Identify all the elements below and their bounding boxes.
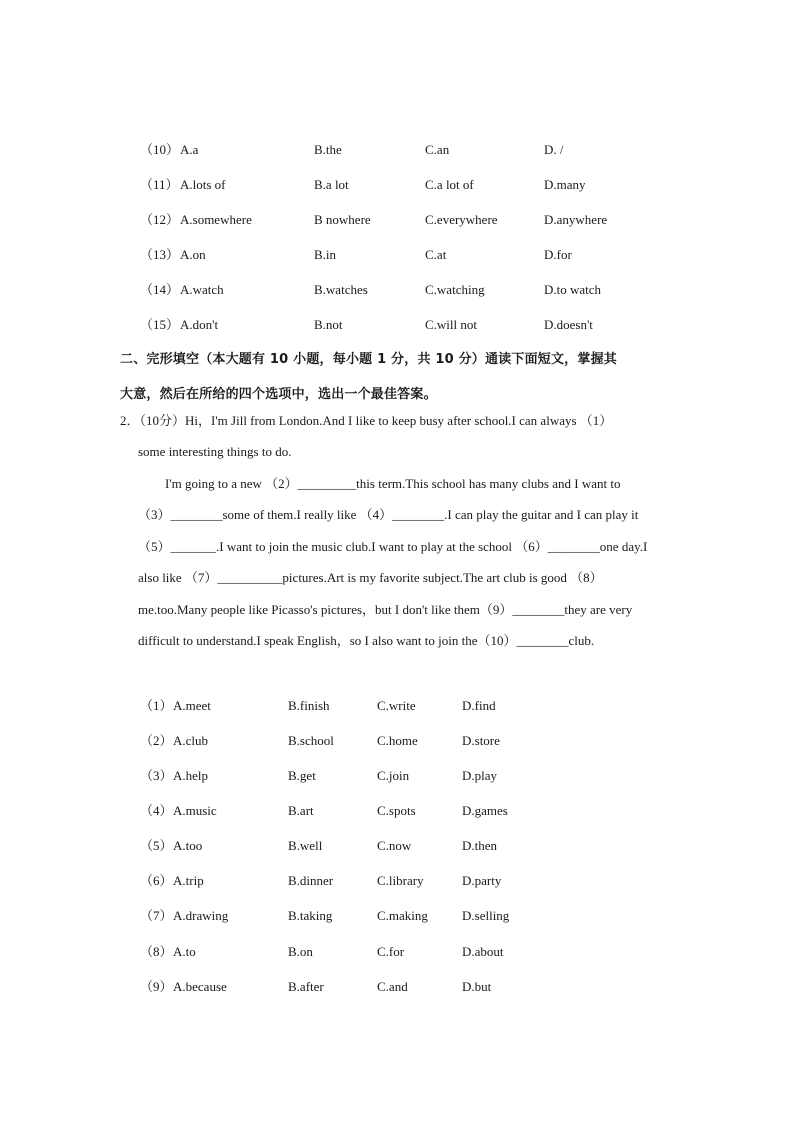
passage-line: difficult to understand.I speak English，so I also want to join the（10）________club. <box>138 633 595 648</box>
question-number: （8） <box>140 944 173 959</box>
question-number: （10） <box>140 142 180 157</box>
question-number: （15） <box>140 317 180 332</box>
option-a: A.on <box>180 247 206 262</box>
option-d: D.to watch <box>544 282 602 297</box>
option-a: A.music <box>173 803 217 818</box>
passage-line: some interesting things to do. <box>138 444 292 459</box>
option-b: B.school <box>288 733 334 748</box>
option-c: C.now <box>377 838 412 853</box>
option-c: C.will not <box>425 317 478 332</box>
option-d: D.doesn't <box>544 317 593 332</box>
option-b: B.not <box>314 317 343 332</box>
option-d: D.but <box>462 979 492 994</box>
question-number: （9） <box>140 979 173 994</box>
option-b: B.the <box>314 142 342 157</box>
option-c: C.library <box>377 873 424 888</box>
option-a: A.trip <box>173 873 204 888</box>
option-d: D. / <box>544 142 564 157</box>
option-a: A.help <box>173 768 209 783</box>
option-b: B nowhere <box>314 212 371 227</box>
option-c: C.for <box>377 944 405 959</box>
passage-line: （3）________some of them.I really like （4）________.I can play the guitar and I can play it <box>138 507 639 522</box>
section-heading-line-2: 大意，然后在所给的四个选项中，选出一个最佳答案。 <box>120 387 437 402</box>
option-a: A.to <box>173 944 196 959</box>
option-b: B.after <box>288 979 324 994</box>
option-b: B.well <box>288 838 323 853</box>
question-number: （3） <box>140 768 173 783</box>
option-d: D.selling <box>462 908 510 923</box>
question-number: （6） <box>140 873 173 888</box>
option-d: D.anywhere <box>544 212 608 227</box>
option-d: D.party <box>462 873 502 888</box>
option-c: C.join <box>377 768 410 783</box>
option-d: D.for <box>544 247 572 262</box>
option-b: B.in <box>314 247 337 262</box>
option-c: C.spots <box>377 803 416 818</box>
option-d: D.find <box>462 698 496 713</box>
section-heading-line-1: 二、完形填空（本大题有 10 小题，每小题 1 分，共 10 分）通读下面短文，掌握其 <box>120 352 617 367</box>
option-a: A.watch <box>180 282 224 297</box>
option-a: A.too <box>173 838 203 853</box>
option-b: B.dinner <box>288 873 334 888</box>
question-number: （14） <box>140 282 180 297</box>
passage-line: also like （7）__________pictures.Art is my favorite subject.The art club is good （8） <box>138 570 603 585</box>
option-a: A.because <box>173 979 227 994</box>
option-d: D.store <box>462 733 500 748</box>
option-d: D.about <box>462 944 504 959</box>
option-a: A.don't <box>180 317 219 332</box>
option-d: D.then <box>462 838 498 853</box>
question-number: （13） <box>140 247 180 262</box>
option-a: A.drawing <box>173 908 229 923</box>
option-d: D.play <box>462 768 498 783</box>
option-c: C.a lot of <box>425 177 474 192</box>
option-b: B.finish <box>288 698 330 713</box>
option-c: C.making <box>377 908 428 923</box>
question-number: （4） <box>140 803 173 818</box>
question-number: （5） <box>140 838 173 853</box>
question-number: （11） <box>140 177 179 192</box>
option-d: D.many <box>544 177 586 192</box>
option-c: C.write <box>377 698 416 713</box>
passage-line: I'm going to a new （2）_________this term.This school has many clubs and I want to <box>165 476 621 491</box>
option-a: A.club <box>173 733 209 748</box>
question-number: （7） <box>140 908 173 923</box>
option-d: D.games <box>462 803 508 818</box>
option-b: B.a lot <box>314 177 349 192</box>
option-a: A.somewhere <box>180 212 252 227</box>
passage-line: me.too.Many people like Picasso's pictures，but I don't like them（9）________they are very <box>138 602 633 617</box>
passage-line: （5）_______.I want to join the music club.I want to play at the school （6）________one day.I <box>138 539 648 554</box>
option-b: B.taking <box>288 908 333 923</box>
option-a: A.lots of <box>180 177 226 192</box>
option-a: A.meet <box>173 698 211 713</box>
option-b: B.watches <box>314 282 368 297</box>
option-b: B.on <box>288 944 313 959</box>
question-2-intro: 2．（10分）Hi，I'm Jill from London.And I like to keep busy after school.I can always （1） <box>120 413 613 428</box>
option-c: C.an <box>425 142 450 157</box>
option-c: C.watching <box>425 282 485 297</box>
option-b: B.art <box>288 803 314 818</box>
option-c: C.everywhere <box>425 212 498 227</box>
option-c: C.home <box>377 733 418 748</box>
option-a: A.a <box>180 142 199 157</box>
option-c: C.and <box>377 979 408 994</box>
question-number: （12） <box>140 212 180 227</box>
question-number: （2） <box>140 733 173 748</box>
option-c: C.at <box>425 247 447 262</box>
question-number: （1） <box>140 698 173 713</box>
option-b: B.get <box>288 768 316 783</box>
